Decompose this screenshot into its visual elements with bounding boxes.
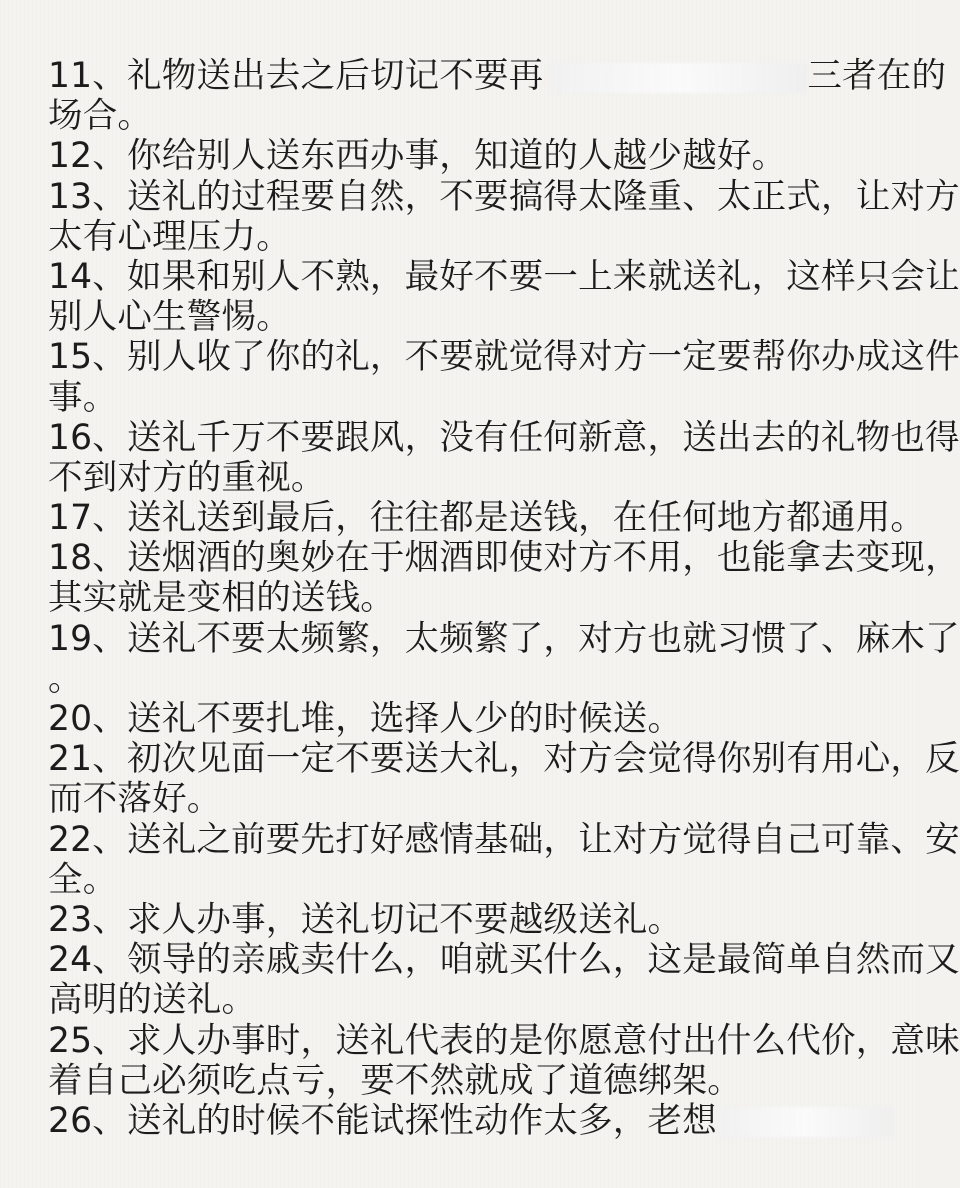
item-text: 。 [48,658,83,699]
item-text: 其实就是变相的送钱。 [48,578,395,619]
item-text: 三者在的 [807,56,947,96]
item-text: 而不落好。 [48,779,222,820]
item-text: 25、求人办事时，送礼代表的是你愿意付出什么代价，意味 [48,1020,960,1061]
item-text: 21、初次见面一定不要送大礼，对方会觉得你别有用心，反 [48,739,960,780]
item-text: 19、送礼不要太频繁，太频繁了，对方也就习惯了、麻木了 [48,618,960,659]
item-text: 12、你给别人送东西办事，知道的人越少越好。 [48,136,787,177]
item-text: 不到对方的重视。 [48,457,326,498]
list-item [48,900,908,940]
item-text: 16、送礼千万不要跟风，没有任何新意，送出去的礼物也得 [48,417,960,458]
item-text: 全。 [48,859,118,900]
blurred-redaction [717,1107,892,1137]
item-text: 18、送烟酒的奥妙在于烟酒即使对方不用，也能拿去变现， [48,538,960,579]
item-text: 22、送礼之前要先打好感情基础，让对方觉得自己可靠、安 [48,819,960,860]
list-item [48,337,960,418]
item-text: 13、送礼的过程要自然，不要搞得太隆重、太正式，让对方 [48,176,960,217]
item-text: 15、别人收了你的礼，不要就觉得对方一定要帮你办成这件 [48,337,960,378]
list-item [48,1020,960,1101]
list-item [48,739,960,820]
item-text: 太有心理压力。 [48,216,291,257]
item-text: 高明的送礼。 [48,980,257,1021]
list-item [48,256,960,338]
item-text: 17、送礼送到最后，往往都是送钱，在任何地方都通用。 [48,498,926,539]
list-item [48,699,908,739]
item-text: 23、求人办事，送礼切记不要越级送礼。 [48,899,683,940]
list-item [48,819,960,900]
item-text: 24、领导的亲戚卖什么，咱就买什么，这是最简单自然而又 [48,940,960,981]
item-text: 11、礼物送出去之后切记不要再 [48,56,544,96]
list-item [48,417,960,498]
list-item [48,940,960,1021]
list-item [48,176,960,257]
item-text: 事。 [48,377,118,418]
list-item [48,618,960,699]
item-text: 26、送礼的时候不能试探性动作太多，老想 [48,1100,717,1141]
tips-list [48,56,960,1141]
blurred-redaction [549,63,807,93]
list-item [48,498,926,539]
list-item [48,538,960,619]
list-item [48,56,947,137]
item-text: 着自己必须吃点亏，要不然就成了道德绑架。 [48,1060,742,1101]
item-text: 别人心生警惕。 [48,297,291,338]
item-text: 14、如果和别人不熟，最好不要一上来就送礼，这样只会让 [48,256,960,297]
list-item [48,1101,908,1141]
item-text: 20、送礼不要扎堆，选择人少的时候送。 [48,699,683,739]
item-text: 场合。 [48,96,153,137]
list-item [48,136,908,176]
